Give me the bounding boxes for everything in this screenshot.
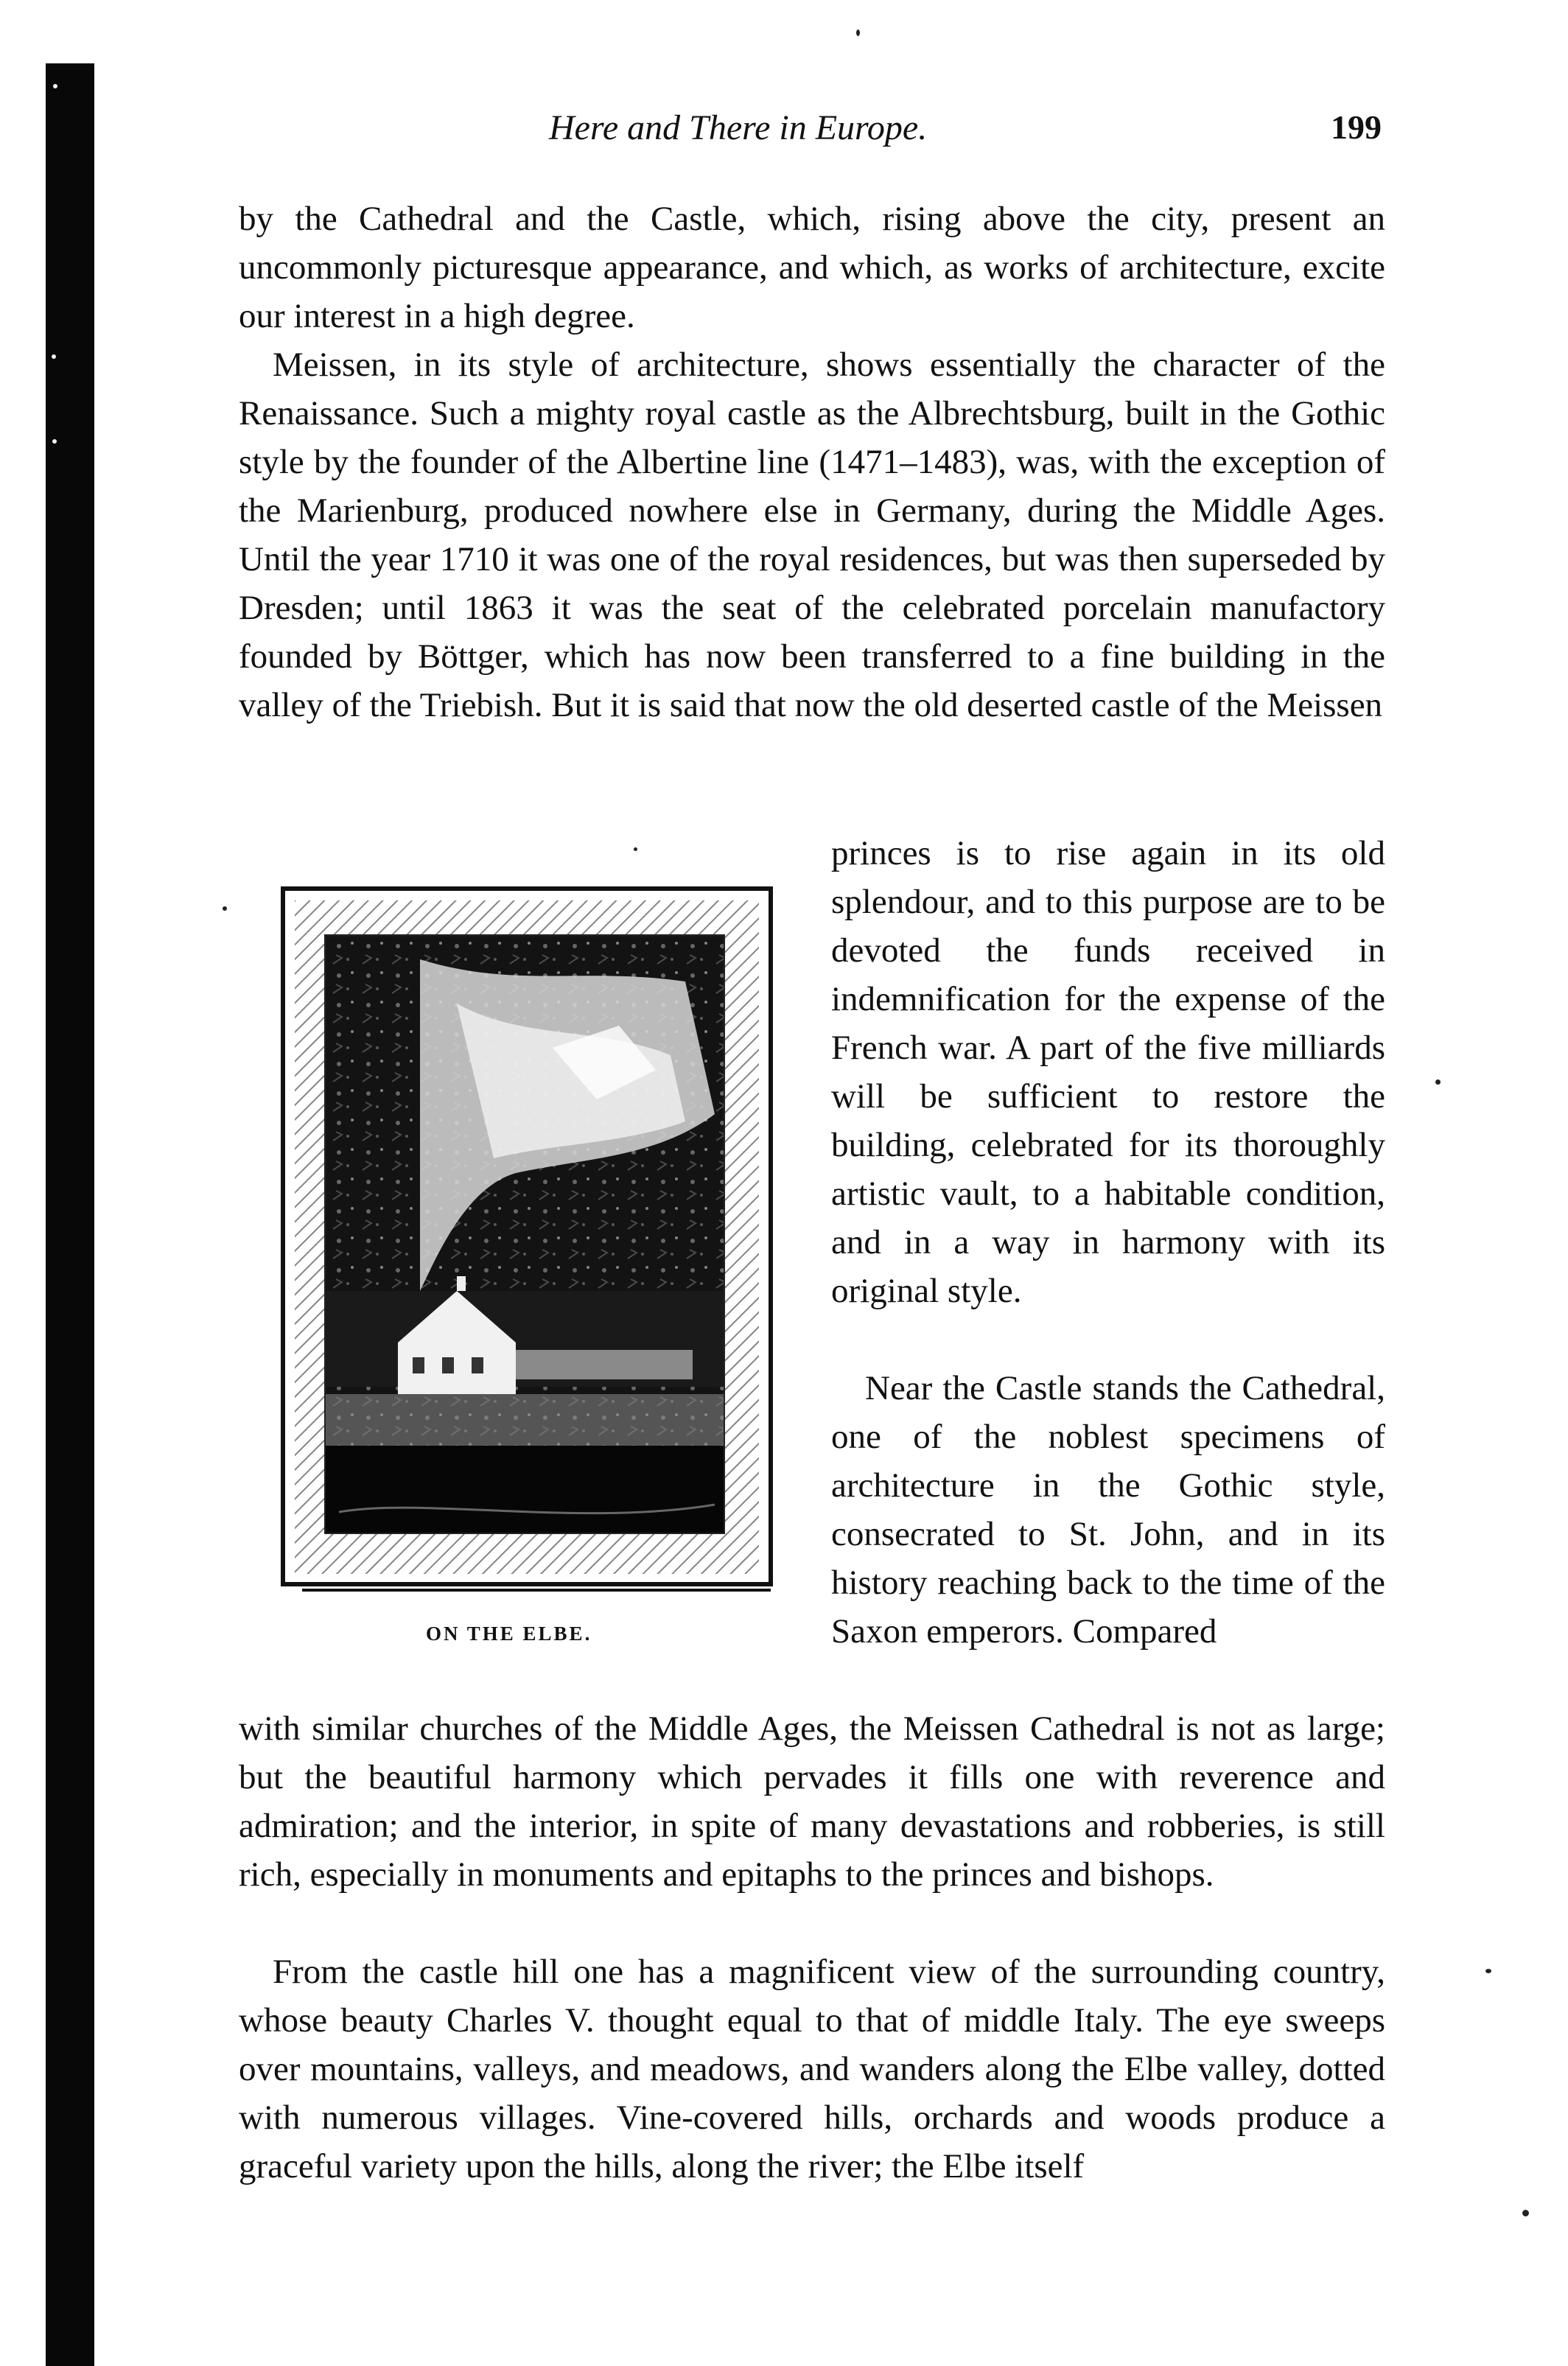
engraving-figure [273, 878, 788, 1600]
page-speck [1485, 1969, 1491, 1973]
wrap-paragraph-continuation: princes is to rise again in its old splendour, and to this purpose are to be devoted the funds received in indemnification for the expense of the French war. A part of the five milliards will be sufficient to restore the building, celebrated for its thoroughly artistic vault, to a habitable condition, and in a way in harmony with its original style. [831, 834, 1385, 1310]
scan-speck [53, 84, 57, 88]
paragraph-1: by the Cathedral and the Castle, which, rising above the city, present an uncommonly picturesque appearance, and which, as works of architecture, excite our interest in a high degree. [239, 200, 1385, 335]
scan-speck [52, 439, 57, 444]
page-number: 199 [1331, 108, 1382, 146]
paragraph-4: From the castle hill one has a magnificent view of the surrounding country, whose beauty Charles V. thought equal to that of middle Italy. The eye sweeps over mountains, valleys, and meadows, and wanders along the Elbe valley, dotted with numerous villages. Vine-covered hills, orchards and woods produce a graceful variety upon the hills, along the river; the Elbe itself [239, 1953, 1385, 2185]
page-speck [1435, 1079, 1441, 1085]
page-speck [1522, 2210, 1529, 2216]
page-header [549, 108, 1382, 167]
figure-caption: ON THE ELBE. [426, 1623, 592, 1645]
wrap-paragraph-cathedral: Near the Castle stands the Cathedral, one of the noblest specimens of architecture in the Gothic style, consecrated to St. John, and in its history reaching back to the time of the Saxon emperors. Compared [831, 1369, 1385, 1651]
running-head: Here and There in Europe. [549, 108, 928, 147]
paragraph-2: Meissen, in its style of architecture, shows essentially the character of the Renaissance. Such a mighty royal castle as the Albrechtsburg, built in the Gothic style by the founder of the Albertine line (1471–1483), was, with the exception of the Marienburg, produced nowhere else in Germany, during the Middle Ages. Until the year 1710 it was one of the royal residences, but was then superseded by Dresden; until 1863 it was the seat of the celebrated porcelain manufactory founded by Böttger, which has now been transferred to a fine building in the valley of the Triebish. But it is said that now the old deserted castle of the Meissen [239, 346, 1385, 724]
engraving-image [273, 878, 788, 1600]
paragraph-3: with similar churches of the Middle Ages, the Meissen Cathedral is not as large; but the beautiful harmony which pervades it fills one with reverence and admiration; and the interior, in spite of many devastations and robberies, is still rich, especially in monuments and epitaphs to the princes and bishops. [239, 1709, 1385, 1894]
scan-speck [52, 354, 56, 359]
page-speck [634, 847, 637, 851]
scan-edge-shadow [46, 63, 94, 2366]
page-speck [856, 29, 860, 36]
page-speck [223, 906, 227, 911]
